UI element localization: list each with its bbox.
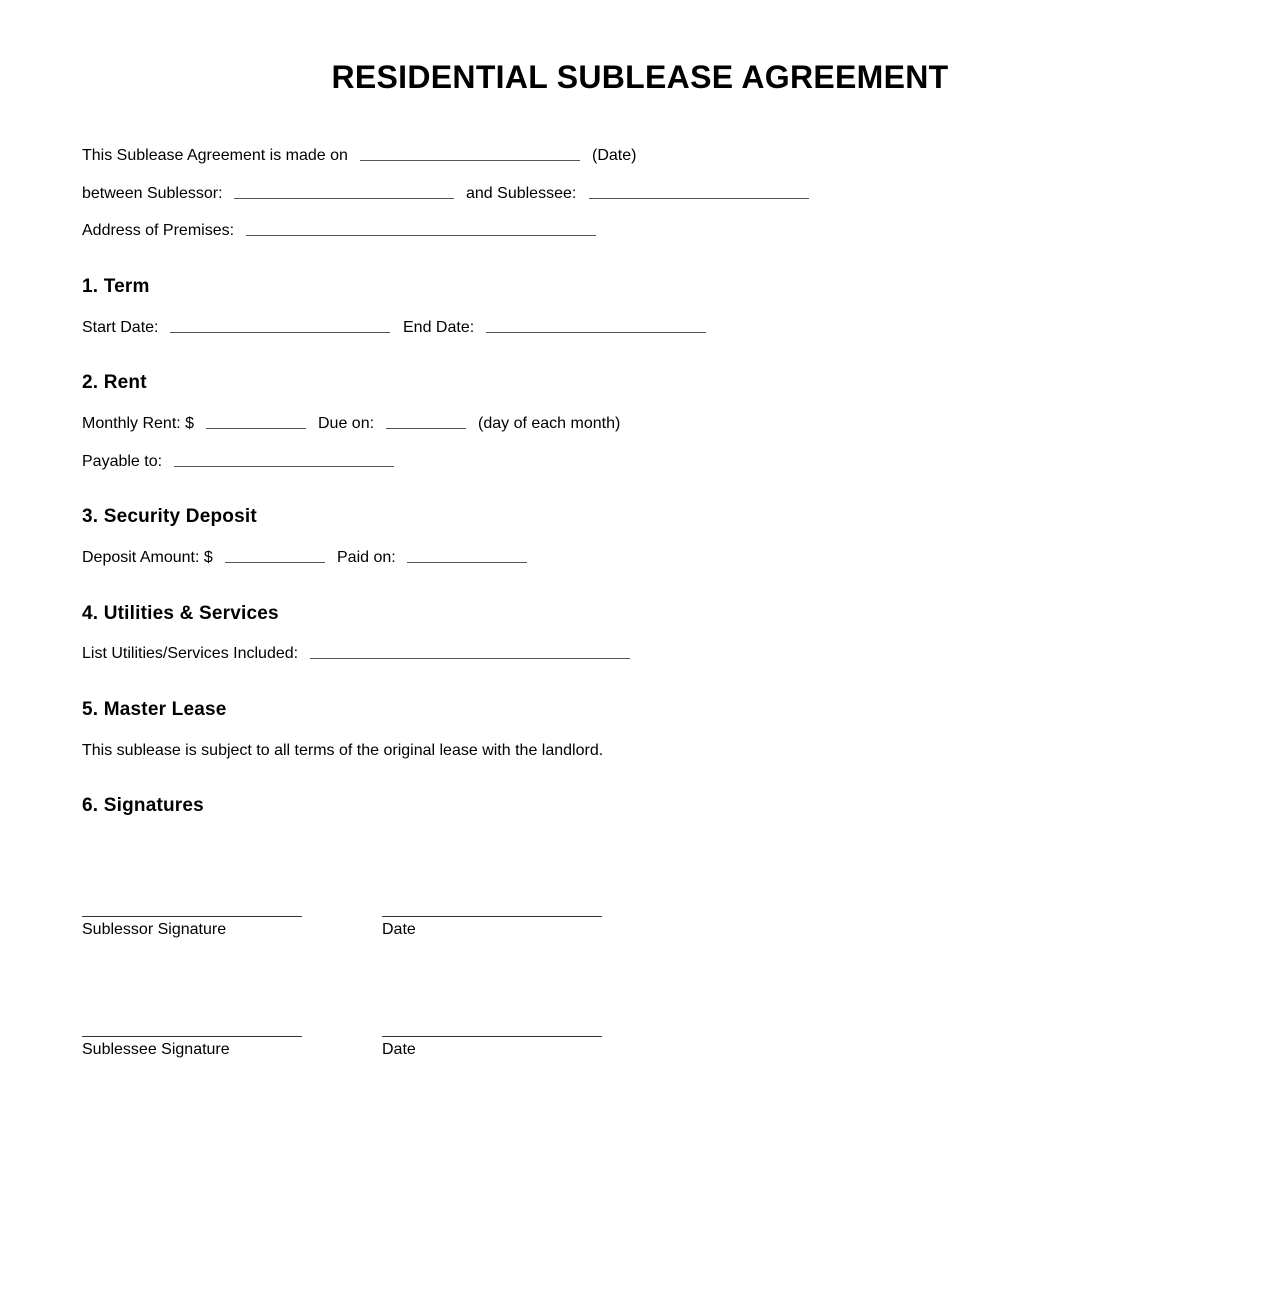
- sublessor-name-field[interactable]: [234, 198, 454, 199]
- master-lease-heading: 5. Master Lease: [82, 699, 227, 720]
- utilities-list-field[interactable]: [310, 658, 630, 659]
- due-day-field[interactable]: [386, 428, 466, 429]
- sublessor-signature-field[interactable]: [82, 916, 302, 917]
- sublessee-signature-field[interactable]: [82, 1036, 302, 1037]
- sublessor-date-label: Date: [382, 921, 416, 938]
- document-title: RESIDENTIAL SUBLEASE AGREEMENT: [331, 59, 949, 95]
- address-field[interactable]: [246, 235, 596, 236]
- term-heading: 1. Term: [82, 276, 150, 297]
- security-deposit-heading: 3. Security Deposit: [82, 506, 257, 527]
- date-suffix-label: (Date): [592, 147, 637, 164]
- monthly-rent-field[interactable]: [206, 428, 306, 429]
- end-date-field[interactable]: [486, 332, 706, 333]
- start-date-label: Start Date:: [82, 319, 159, 336]
- payable-to-field[interactable]: [174, 466, 394, 467]
- payable-to-label: Payable to:: [82, 453, 163, 470]
- start-date-field[interactable]: [170, 332, 390, 333]
- utilities-list-label: List Utilities/Services Included:: [82, 645, 299, 662]
- deposit-amount-field[interactable]: [225, 562, 325, 563]
- due-on-label: Due on:: [318, 415, 375, 432]
- rent-heading: 2. Rent: [82, 372, 147, 393]
- signatures-heading: 6. Signatures: [82, 795, 204, 816]
- end-date-label: End Date:: [403, 319, 475, 336]
- address-label: Address of Premises:: [82, 222, 235, 239]
- agreement-date-field[interactable]: [360, 160, 580, 161]
- sublessee-signature-label: Sublessee Signature: [82, 1041, 230, 1058]
- sublessee-date-label: Date: [382, 1041, 416, 1058]
- due-suffix-label: (day of each month): [478, 415, 621, 432]
- sublessor-date-field[interactable]: [382, 916, 602, 917]
- sublessee-label: and Sublessee:: [466, 185, 577, 202]
- master-lease-text: This sublease is subject to all terms of the original lease with the landlord.: [82, 742, 604, 759]
- sublessor-signature-label: Sublessor Signature: [82, 921, 227, 938]
- made-on-label: This Sublease Agreement is made on: [82, 147, 348, 164]
- utilities-heading: 4. Utilities & Services: [82, 603, 279, 624]
- sublessor-label: between Sublessor:: [82, 185, 223, 202]
- deposit-amount-label: Deposit Amount: $: [82, 549, 213, 566]
- paid-on-label: Paid on:: [337, 549, 396, 566]
- sublessee-date-field[interactable]: [382, 1036, 602, 1037]
- monthly-rent-label: Monthly Rent: $: [82, 415, 195, 432]
- sublessee-name-field[interactable]: [589, 198, 809, 199]
- paid-on-field[interactable]: [407, 562, 527, 563]
